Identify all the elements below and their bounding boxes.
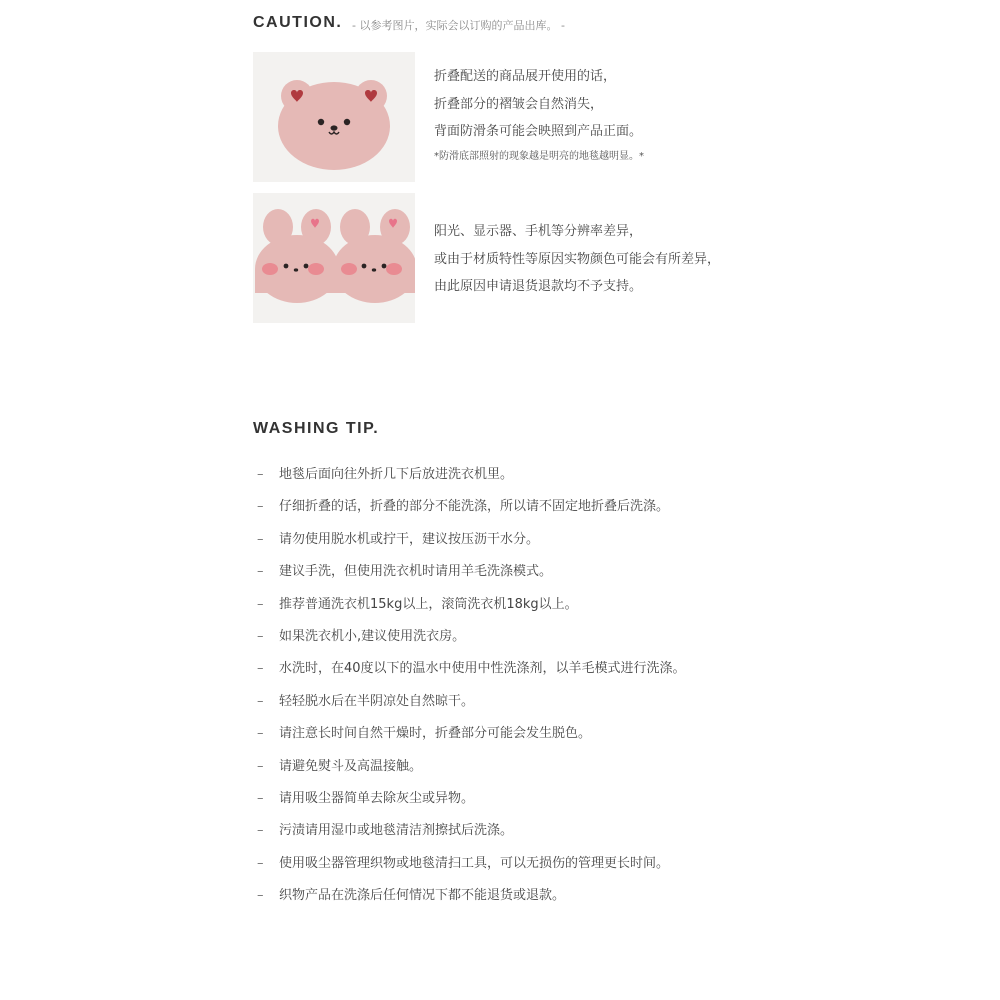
dash-bullet: – — [257, 888, 264, 904]
list-item — [257, 882, 686, 914]
list-item — [257, 461, 686, 493]
washing-tip-title: WASHING TIP. — [253, 420, 380, 437]
caution-text-block-1 — [434, 63, 644, 168]
tip-text: 请用吸尘器简单去除灰尘或异物。 — [279, 790, 475, 806]
dash-bullet: – — [257, 467, 264, 482]
tip-text: 水洗时，在40度以下的温水中使用中性洗涤剂，以羊毛模式进行洗涤。 — [279, 661, 686, 677]
tip-text: 请勿使用脱水机或拧干，建议按压沥干水分。 — [279, 531, 540, 547]
caution-line: 背面防滑条可能会映照到产品正面。 — [434, 124, 643, 139]
dash-bullet: – — [257, 758, 264, 774]
bear-rug-image — [253, 52, 415, 182]
dash-bullet: – — [257, 790, 264, 806]
list-item — [257, 493, 686, 525]
rabbit-rug-image — [253, 193, 415, 323]
caution-line: 或由于材质特性等原因实物颜色可能会有所差异， — [434, 251, 721, 267]
dash-bullet: – — [257, 855, 264, 871]
caution-line: 阳光、显示器、手机等分辨率差异， — [434, 224, 643, 239]
list-item — [257, 753, 686, 785]
list-item — [257, 688, 686, 720]
list-item — [257, 655, 686, 687]
caution-line: 折叠部分的褶皱会自然消失， — [434, 96, 604, 112]
list-item — [257, 591, 686, 623]
dash-bullet: – — [257, 531, 264, 547]
dash-bullet: – — [257, 693, 264, 709]
tip-text: 推荐普通洗衣机15kg以上，滚筒洗衣机18kg以上。 — [279, 596, 578, 612]
list-item — [257, 558, 686, 590]
tip-text: 地毯后面向往外折几下后放进洗衣机里。 — [279, 467, 514, 482]
list-item — [257, 785, 686, 817]
tip-text: 污渍请用湿巾或地毯清洁剂擦拭后洗涤。 — [279, 823, 514, 839]
dash-bullet: – — [257, 726, 264, 742]
dash-bullet: – — [257, 499, 264, 515]
list-item — [257, 526, 686, 558]
rabbit-rug-illustration — [253, 193, 415, 323]
caution-title: CAUTION. — [253, 14, 343, 31]
tip-text: 仔细折叠的话，折叠的部分不能洗涤，所以请不固定地折叠后洗涤。 — [279, 499, 670, 515]
list-item — [257, 850, 686, 882]
dash-bullet: – — [257, 661, 264, 677]
tip-text: 使用吸尘器管理织物或地毯清扫工具，可以无损伤的管理更长时间。 — [279, 855, 670, 871]
caution-line: 折叠配送的商品展开使用的话， — [434, 69, 617, 84]
tip-text: 轻轻脱水后在半阴凉处自然晾干。 — [279, 693, 475, 709]
tip-text: 建议手洗，但使用洗衣机时请用羊毛洗涤模式。 — [279, 564, 553, 580]
tip-text: 请避免熨斗及高温接触。 — [279, 758, 423, 774]
list-item — [257, 817, 686, 849]
list-item — [257, 720, 686, 752]
tip-text: 如果洗衣机小,建议使用洗衣房。 — [279, 628, 466, 644]
tip-text: 请注意长时间自然干燥时，折叠部分可能会发生脱色。 — [279, 726, 592, 742]
caution-note: - 以参考图片，实际会以订购的产品出库。 - — [352, 19, 565, 32]
bear-rug-illustration — [253, 52, 415, 182]
caution-text-block-2 — [434, 218, 720, 301]
dash-bullet: – — [257, 596, 264, 612]
dash-bullet: – — [257, 823, 264, 839]
washing-tips-list — [257, 461, 686, 914]
caution-line: 由此原因申请退货退款均不予支持。 — [434, 279, 643, 294]
tip-text: 织物产品在洗涤后任何情况下都不能退货或退款。 — [279, 888, 566, 904]
dash-bullet: – — [257, 564, 264, 580]
list-item — [257, 623, 686, 655]
dash-bullet: – — [257, 628, 264, 644]
caution-small-note: *防滑底部照射的现象越是明亮的地毯越明显。* — [434, 150, 644, 162]
